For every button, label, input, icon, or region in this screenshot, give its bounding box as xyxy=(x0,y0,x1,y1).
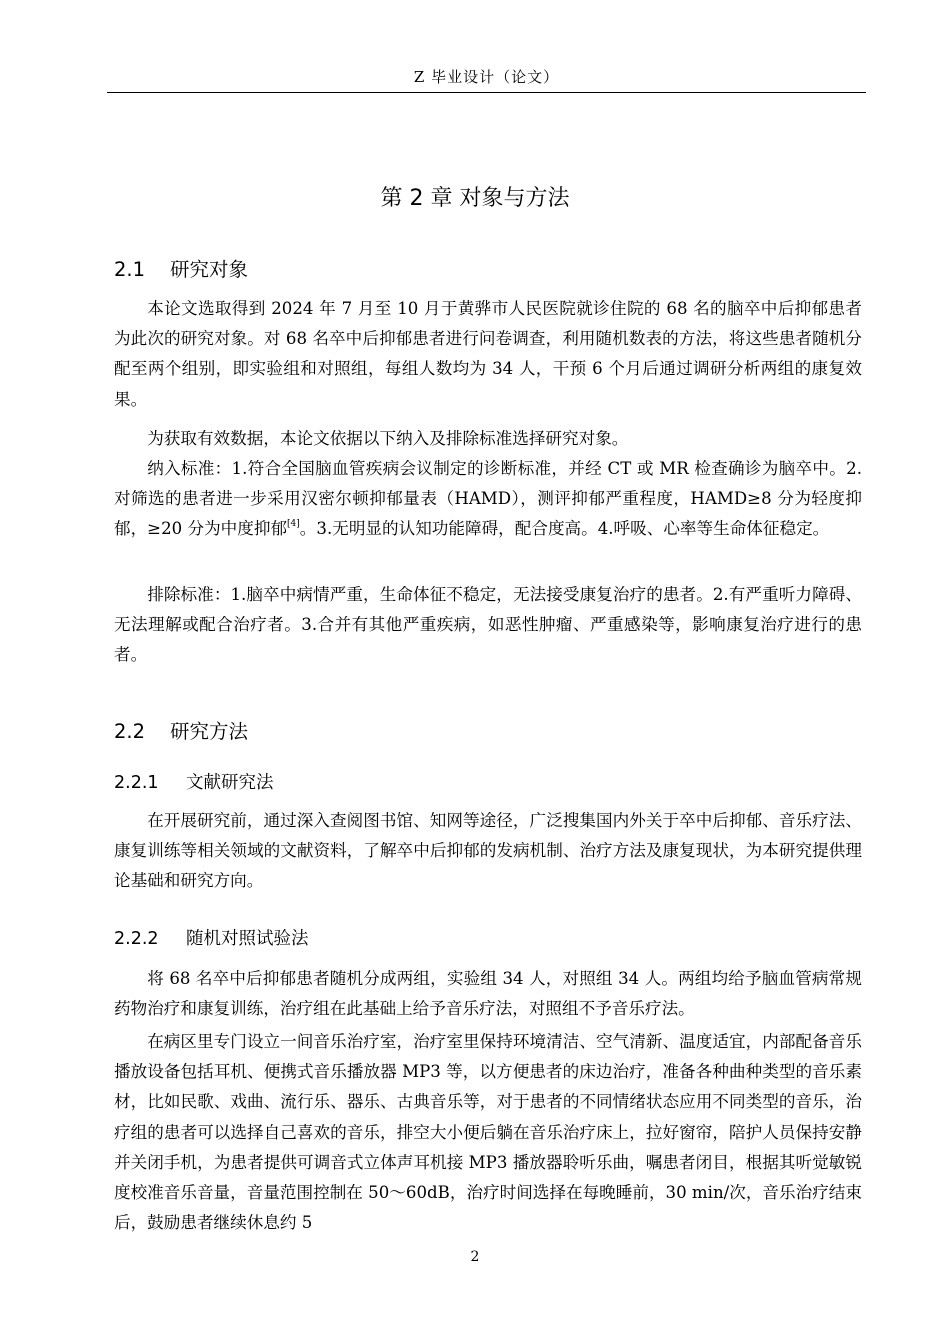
citation-ref: [4] xyxy=(287,519,300,530)
paragraph-selection-intro: 为获取有效数据，本论文依据以下纳入及排除标准选择研究对象。 xyxy=(147,429,629,448)
paragraph-inclusion-criteria xyxy=(114,454,862,545)
page-number: 2 xyxy=(470,1249,480,1265)
running-header: Z 毕业设计（论文） xyxy=(413,68,560,86)
section-title: 研究对象 xyxy=(170,258,249,281)
subsection-heading-2-2-1 xyxy=(114,769,274,794)
header-rule xyxy=(107,92,866,93)
inclusion-text-b: 。3.无明显的认知功能障碍，配合度高。4.呼吸、心率等生命体征稳定。 xyxy=(299,519,830,539)
subsection-number: 2.2.2 xyxy=(114,929,159,949)
subsection-title: 随机对照试验法 xyxy=(186,929,309,949)
chapter-title: 第 2 章 对象与方法 xyxy=(380,186,570,211)
section-heading-2-2 xyxy=(114,716,248,744)
inclusion-text-a: 纳入标准：1.符合全国脑血管疾病会议制定的诊断标准，并经 CT 或 MR 检查确诊为脑卒中。2.对筛选的患者进一步采用汉密尔顿抑郁量表（HAMD），测评抑郁严重程度，HAMD≥8 分为轻度抑郁，≥20 分为中度抑郁 xyxy=(114,459,862,539)
paragraph-study-subjects: 本论文选取得到 2024 年 7 月至 10 月于黄骅市人民医院就诊住院的 68 名的脑卒中后抑郁患者为此次的研究对象。对 68 名卒中后抑郁患者进行问卷调查，利用随机数表的方法，将这些患者随机分配至两个组别，即实验组和对照组，每组人数均为 34 人，干预 6 个月后通过调研分析两组的康复效果。 xyxy=(114,299,862,409)
subsection-title: 文献研究法 xyxy=(186,773,274,793)
section-number: 2.1 xyxy=(114,258,146,281)
section-heading-2-1 xyxy=(114,254,248,282)
subsection-number: 2.2.1 xyxy=(114,773,159,793)
paragraph-music-therapy-setup: 在病区里专门设立一间音乐治疗室，治疗室里保持环境清洁、空气清新、温度适宜，内部配备音乐播放设备包括耳机、便携式音乐播放器 MP3 等，以方便患者的床边治疗，准备各种曲种类型的音乐素材，比如民歌、戏曲、流行乐、器乐、古典音乐等，对于患者的不同情绪状态应用不同类型的音乐，治疗组的患者可以选择自己喜欢的音乐，排空大小便后躺在音乐治疗床上，拉好窗帘，陪护人员保持安静并关闭手机，为患者提供可调音式立体声耳机接 MP3 播放器聆听乐曲，嘱患者闭目，根据其听觉敏锐度校准音乐音量，音量范围控制在 50～60dB，治疗时间选择在每晚睡前，30 min/次，音乐治疗结束后，鼓励患者继续休息约 5 xyxy=(114,1032,862,1233)
section-number: 2.2 xyxy=(114,720,146,743)
paragraph-exclusion-criteria: 排除标准：1.脑卒中病情严重，生命体征不稳定，无法接受康复治疗的患者。2.有严重听力障碍、无法理解或配合治疗者。3.合并有其他严重疾病，如恶性肿瘤、严重感染等，影响康复治疗进行的患者。 xyxy=(114,585,862,665)
subsection-heading-2-2-2 xyxy=(114,925,309,950)
paragraph-rct-grouping: 将 68 名卒中后抑郁患者随机分成两组，实验组 34 人，对照组 34 人。两组均给予脑血管病常规药物治疗和康复训练，治疗组在此基础上给予音乐疗法，对照组不予音乐疗法。 xyxy=(114,969,862,1019)
paragraph-literature-method: 在开展研究前，通过深入查阅图书馆、知网等途径，广泛搜集国内外关于卒中后抑郁、音乐疗法、康复训练等相关领域的文献资料，了解卒中后抑郁的发病机制、治疗方法及康复现状，为本研究提供理论基础和研究方向。 xyxy=(114,811,862,891)
section-title: 研究方法 xyxy=(170,720,249,743)
